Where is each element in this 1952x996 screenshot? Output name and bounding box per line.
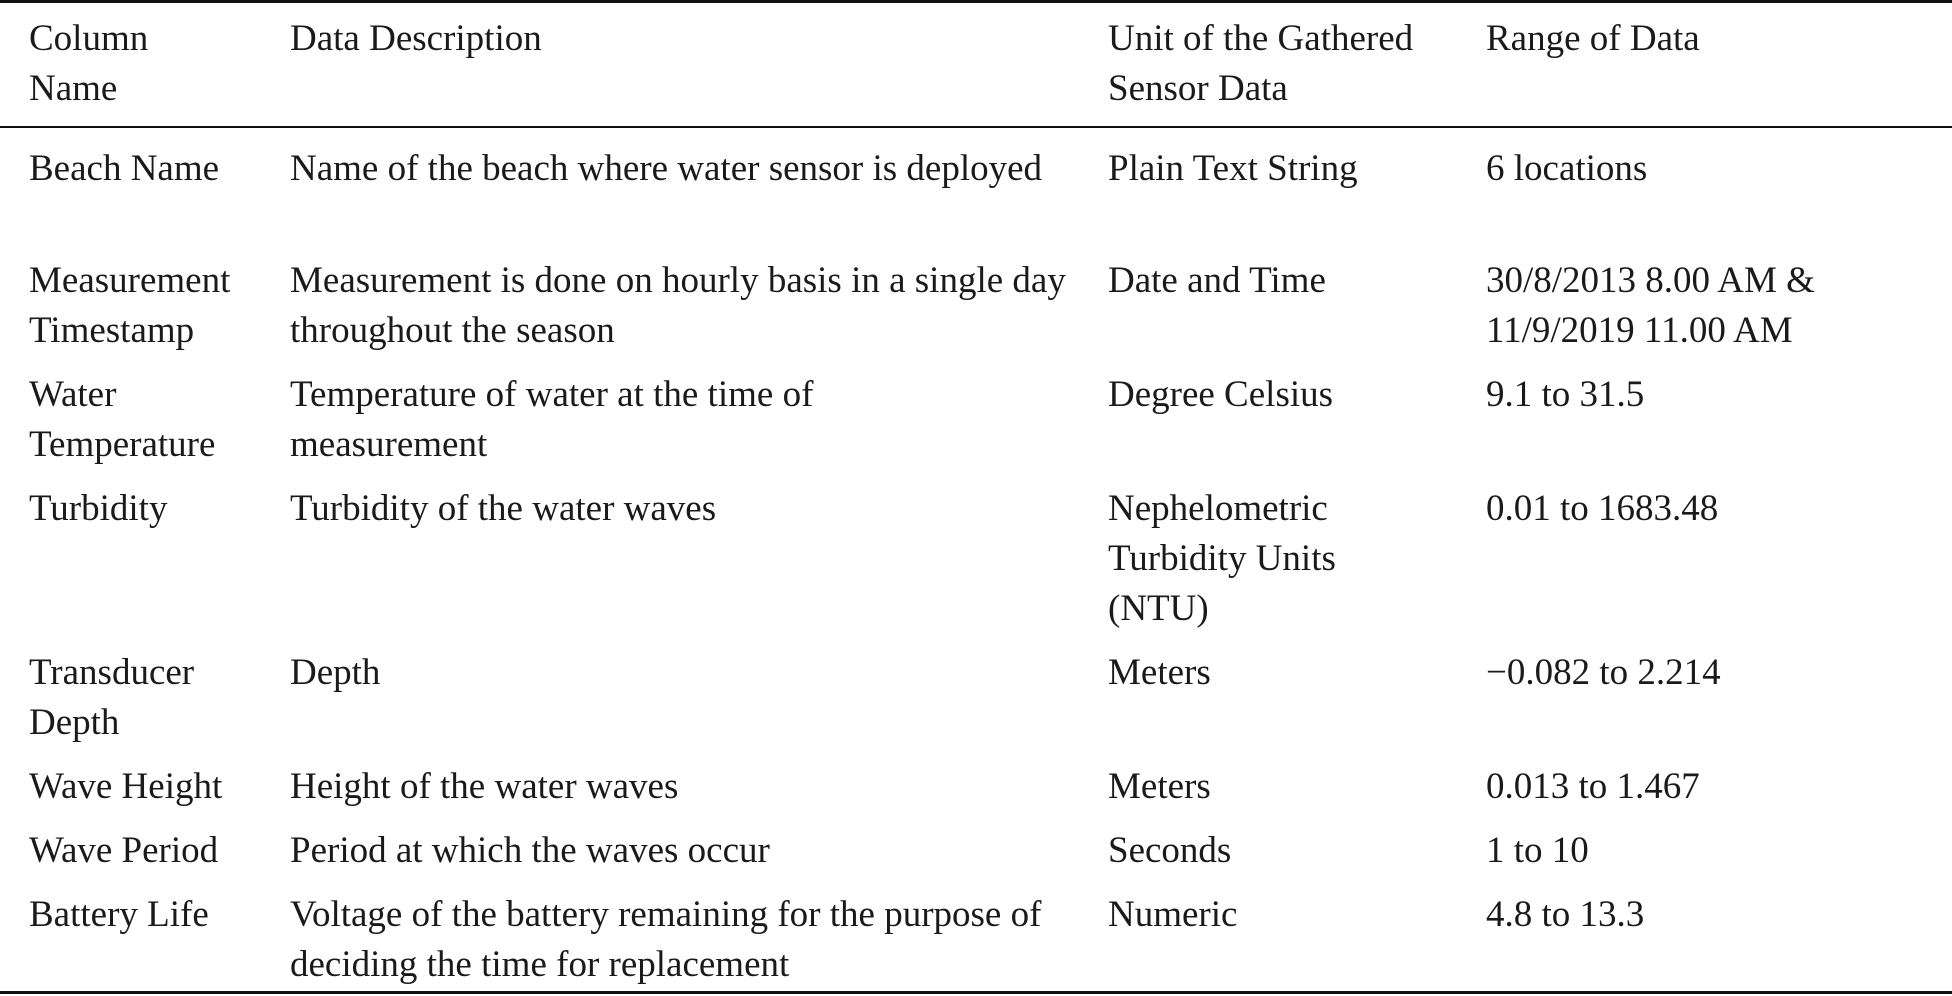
- table-row: [0, 748, 1952, 812]
- cell-description: Depth: [290, 652, 381, 693]
- cell-column-name: Turbidity: [29, 488, 168, 529]
- cell-range: 4.8 to 13.3: [1486, 894, 1645, 935]
- cell-column-name: Water Temperature: [29, 374, 216, 465]
- cell-column-name: Wave Period: [29, 830, 219, 871]
- header-row: [0, 0, 1952, 126]
- cell-unit: Plain Text String: [1108, 148, 1358, 189]
- cell-unit: Meters: [1108, 766, 1211, 807]
- header-range: Range of Data: [1486, 18, 1700, 59]
- cell-description: Temperature of water at the time of measurement: [290, 374, 814, 465]
- cell-unit: Seconds: [1108, 830, 1232, 871]
- cell-description: Height of the water waves: [290, 766, 679, 807]
- cell-range: 0.013 to 1.467: [1486, 766, 1700, 807]
- cell-range: 0.01 to 1683.48: [1486, 488, 1719, 529]
- cell-range: 30/8/2013 8.00 AM & 11/9/2019 11.00 AM: [1486, 260, 1815, 351]
- cell-range: −0.082 to 2.214: [1486, 652, 1721, 693]
- table-row: [0, 126, 1952, 242]
- cell-description: Period at which the waves occur: [290, 830, 770, 871]
- cell-range: 1 to 10: [1486, 830, 1589, 871]
- cell-column-name: Measurement Timestamp: [29, 260, 231, 351]
- cell-column-name: Wave Height: [29, 766, 223, 807]
- table-row: [0, 242, 1952, 356]
- table-bottom-rule: [0, 991, 1952, 994]
- cell-column-name: Battery Life: [29, 894, 209, 935]
- cell-column-name: Beach Name: [29, 148, 220, 189]
- header-data-description: Data Description: [290, 18, 542, 59]
- table-row: [0, 470, 1952, 634]
- cell-description: Voltage of the battery remaining for the purpose of deciding the time for replacement: [290, 894, 1042, 985]
- cell-description: Name of the beach where water sensor is deployed: [290, 148, 1043, 189]
- cell-description: Turbidity of the water waves: [290, 488, 717, 529]
- cell-unit: Nephelometric Turbidity Units (NTU): [1108, 488, 1336, 629]
- table-header: [0, 0, 1952, 126]
- cell-unit: Numeric: [1108, 894, 1238, 935]
- cell-unit: Meters: [1108, 652, 1211, 693]
- table-row: [0, 812, 1952, 876]
- table-row: [0, 876, 1952, 990]
- cell-column-name: Transducer Depth: [29, 652, 195, 743]
- cell-unit: Degree Celsius: [1108, 374, 1334, 415]
- cell-description: Measurement is done on hourly basis in a single day throughout the season: [290, 260, 1066, 351]
- table-body: [0, 126, 1952, 990]
- cell-range: 9.1 to 31.5: [1486, 374, 1645, 415]
- table-row: [0, 356, 1952, 470]
- header-unit: Unit of the Gathered Sensor Data: [1108, 18, 1414, 109]
- cell-range: 6 locations: [1486, 148, 1648, 189]
- cell-unit: Date and Time: [1108, 260, 1326, 301]
- table-row: [0, 634, 1952, 748]
- header-column-name: Column Name: [29, 18, 149, 109]
